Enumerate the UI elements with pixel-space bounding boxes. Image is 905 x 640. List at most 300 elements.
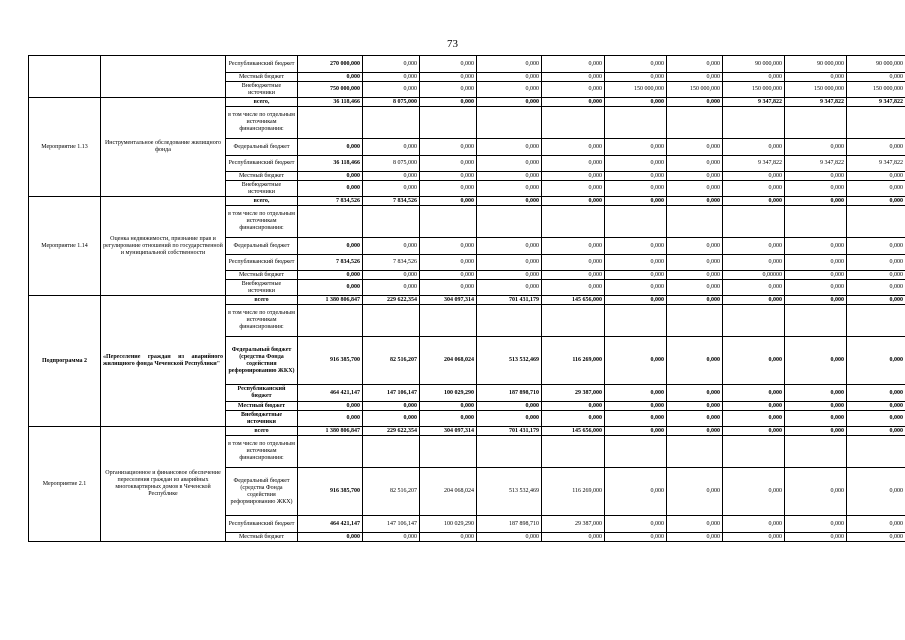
year-value-cell: 0,000: [785, 280, 847, 296]
year-value-cell: 0,000: [785, 337, 847, 385]
year-value-cell: [667, 206, 723, 238]
year-value-cell: 150 000,000: [667, 82, 723, 98]
year-value-cell: 0,000: [723, 181, 785, 197]
year-value-cell: 0,000: [847, 271, 905, 280]
year-value-cell: 0,000: [667, 402, 723, 411]
year-value-cell: 9 347,822: [723, 156, 785, 172]
year-value-cell: 150 000,000: [785, 82, 847, 98]
funding-source-cell: в том числе по отдельным источникам финансирования:: [226, 305, 298, 337]
year-value-cell: 0,000: [363, 181, 420, 197]
year-value-cell: [477, 107, 542, 139]
year-value-cell: 0,000: [542, 156, 605, 172]
total-value-cell: 7 834,526: [298, 197, 363, 206]
total-value-cell: 916 385,700: [298, 337, 363, 385]
page-number: 73: [447, 38, 458, 50]
year-value-cell: 0,000: [723, 296, 785, 305]
year-value-cell: 0,000: [605, 516, 667, 533]
measure-name-cell: Организационное и финансовое обеспечение переселения граждан из аварийных многоквартирных домов в Чеченской Республике: [101, 427, 226, 542]
funding-source-cell: Республиканский бюджет: [226, 255, 298, 271]
year-value-cell: 150 000,000: [605, 82, 667, 98]
year-value-cell: 0,000: [420, 238, 477, 255]
year-value-cell: 0,000: [477, 280, 542, 296]
year-value-cell: 0,000: [847, 411, 905, 427]
year-value-cell: 0,000: [420, 156, 477, 172]
year-value-cell: 0,000: [667, 238, 723, 255]
year-value-cell: 513 532,469: [477, 337, 542, 385]
total-value-cell: 36 118,466: [298, 98, 363, 107]
year-value-cell: 0,000: [605, 280, 667, 296]
year-value-cell: 0,000: [542, 98, 605, 107]
year-value-cell: 0,000: [420, 280, 477, 296]
year-value-cell: 0,000: [363, 533, 420, 542]
total-value-cell: 0,000: [298, 280, 363, 296]
total-value-cell: 464 421,147: [298, 516, 363, 533]
year-value-cell: 0,000: [785, 181, 847, 197]
year-value-cell: 0,000: [542, 73, 605, 82]
year-value-cell: 0,000: [785, 516, 847, 533]
year-value-cell: [542, 305, 605, 337]
year-value-cell: 0,000: [605, 533, 667, 542]
funding-source-cell: всего,: [226, 197, 298, 206]
year-value-cell: 147 106,147: [363, 516, 420, 533]
year-value-cell: 9 347,822: [723, 98, 785, 107]
year-value-cell: 100 029,290: [420, 516, 477, 533]
year-value-cell: [785, 436, 847, 468]
year-value-cell: 0,000: [847, 533, 905, 542]
year-value-cell: 0,000: [847, 172, 905, 181]
funding-source-cell: Местный бюджет: [226, 533, 298, 542]
year-value-cell: 0,000: [785, 468, 847, 516]
total-value-cell: 750 000,000: [298, 82, 363, 98]
year-value-cell: [363, 436, 420, 468]
total-value-cell: 0,000: [298, 411, 363, 427]
measure-id-cell: Подпрограмма 2: [29, 296, 101, 427]
total-value-cell: 36 118,466: [298, 156, 363, 172]
year-value-cell: [605, 206, 667, 238]
year-value-cell: 0,000: [363, 402, 420, 411]
total-value-cell: 0,000: [298, 172, 363, 181]
year-value-cell: 0,000: [667, 255, 723, 271]
funding-source-cell: Республиканский бюджет: [226, 156, 298, 172]
table-row: [29, 98, 905, 107]
funding-source-cell: Республиканский бюджет: [226, 385, 298, 402]
year-value-cell: 0,000: [605, 197, 667, 206]
total-value-cell: 0,000: [298, 139, 363, 156]
total-value-cell: [298, 206, 363, 238]
funding-source-cell: всего: [226, 296, 298, 305]
year-value-cell: 0,000: [542, 82, 605, 98]
year-value-cell: 0,000: [723, 197, 785, 206]
year-value-cell: 0,000: [667, 156, 723, 172]
year-value-cell: 0,000: [605, 255, 667, 271]
total-value-cell: 270 000,000: [298, 56, 363, 73]
year-value-cell: 229 622,354: [363, 296, 420, 305]
year-value-cell: 0,000: [605, 402, 667, 411]
year-value-cell: 0,000: [667, 181, 723, 197]
funding-source-cell: Федеральный бюджет: [226, 139, 298, 156]
year-value-cell: 0,000: [605, 156, 667, 172]
year-value-cell: 0,000: [667, 98, 723, 107]
year-value-cell: 0,000: [667, 427, 723, 436]
year-value-cell: 0,000: [420, 82, 477, 98]
year-value-cell: 0,000: [847, 181, 905, 197]
total-value-cell: 916 385,700: [298, 468, 363, 516]
measure-name-cell: [101, 56, 226, 98]
total-value-cell: 0,000: [298, 533, 363, 542]
year-value-cell: [420, 436, 477, 468]
year-value-cell: 7 834,526: [363, 255, 420, 271]
year-value-cell: 0,000: [605, 139, 667, 156]
year-value-cell: 204 068,024: [420, 337, 477, 385]
year-value-cell: 0,000: [667, 56, 723, 73]
year-value-cell: [477, 436, 542, 468]
total-value-cell: 464 421,147: [298, 385, 363, 402]
year-value-cell: 0,000: [477, 181, 542, 197]
funding-source-cell: Внебюджетные источники: [226, 181, 298, 197]
year-value-cell: 0,000: [605, 98, 667, 107]
year-value-cell: 0,000: [785, 402, 847, 411]
measure-id-cell: Мероприятие 2.1: [29, 427, 101, 542]
year-value-cell: 0,000: [477, 172, 542, 181]
year-value-cell: 304 097,314: [420, 296, 477, 305]
year-value-cell: 701 431,179: [477, 296, 542, 305]
year-value-cell: [723, 206, 785, 238]
year-value-cell: 0,000: [420, 139, 477, 156]
measure-name-cell: Оценка недвижимости, признание прав и регулирование отношений по государственной и муниципальной собственности: [101, 197, 226, 296]
year-value-cell: 0,000: [785, 296, 847, 305]
total-value-cell: 0,000: [298, 238, 363, 255]
year-value-cell: 304 097,314: [420, 427, 477, 436]
year-value-cell: 0,000: [477, 98, 542, 107]
total-value-cell: 1 380 806,847: [298, 296, 363, 305]
year-value-cell: [723, 436, 785, 468]
year-value-cell: 0,000: [420, 56, 477, 73]
year-value-cell: 0,000: [420, 98, 477, 107]
funding-source-cell: Местный бюджет: [226, 172, 298, 181]
year-value-cell: [847, 436, 905, 468]
year-value-cell: 0,000: [723, 337, 785, 385]
year-value-cell: 90 000,000: [847, 56, 905, 73]
year-value-cell: 0,000: [477, 533, 542, 542]
year-value-cell: 0,000: [363, 271, 420, 280]
year-value-cell: 0,000: [723, 533, 785, 542]
year-value-cell: 8 075,000: [363, 156, 420, 172]
year-value-cell: 0,000: [420, 255, 477, 271]
year-value-cell: 0,000: [542, 255, 605, 271]
year-value-cell: 90 000,000: [785, 56, 847, 73]
year-value-cell: 100 029,290: [420, 385, 477, 402]
measure-name-cell: «Переселение граждан из аварийного жилищного фонда Чеченской Республики": [101, 296, 226, 427]
year-value-cell: 701 431,179: [477, 427, 542, 436]
year-value-cell: 150 000,000: [723, 82, 785, 98]
total-value-cell: 1 380 806,847: [298, 427, 363, 436]
year-value-cell: 29 387,000: [542, 385, 605, 402]
year-value-cell: 0,000: [667, 271, 723, 280]
year-value-cell: [477, 206, 542, 238]
year-value-cell: [847, 107, 905, 139]
year-value-cell: 116 269,000: [542, 468, 605, 516]
total-value-cell: [298, 107, 363, 139]
year-value-cell: 82 516,207: [363, 337, 420, 385]
year-value-cell: 0,000: [847, 337, 905, 385]
year-value-cell: 0,000: [667, 139, 723, 156]
year-value-cell: 0,000: [477, 139, 542, 156]
year-value-cell: 0,000: [723, 411, 785, 427]
year-value-cell: 0,000: [847, 139, 905, 156]
year-value-cell: 0,000: [542, 402, 605, 411]
year-value-cell: 0,000: [605, 181, 667, 197]
year-value-cell: 0,000: [785, 533, 847, 542]
total-value-cell: 0,000: [298, 402, 363, 411]
year-value-cell: 8 075,000: [363, 98, 420, 107]
year-value-cell: 0,000: [847, 296, 905, 305]
funding-source-cell: всего: [226, 427, 298, 436]
funding-source-cell: Внебюджетные источники: [226, 280, 298, 296]
year-value-cell: 9 347,822: [847, 156, 905, 172]
funding-source-cell: всего,: [226, 98, 298, 107]
year-value-cell: [605, 305, 667, 337]
year-value-cell: 0,000: [542, 181, 605, 197]
year-value-cell: [723, 107, 785, 139]
table-row: [29, 296, 905, 305]
year-value-cell: 0,000: [420, 411, 477, 427]
year-value-cell: 0,000: [420, 73, 477, 82]
year-value-cell: 90 000,000: [723, 56, 785, 73]
funding-source-cell: Местный бюджет: [226, 402, 298, 411]
year-value-cell: 0,000: [785, 271, 847, 280]
year-value-cell: 513 532,469: [477, 468, 542, 516]
funding-source-cell: в том числе по отдельным источникам финансирования:: [226, 107, 298, 139]
year-value-cell: 0,000: [723, 280, 785, 296]
year-value-cell: 0,000: [477, 197, 542, 206]
year-value-cell: 0,000: [847, 402, 905, 411]
funding-source-cell: Внебюджетные источники: [226, 411, 298, 427]
year-value-cell: 187 898,710: [477, 516, 542, 533]
year-value-cell: 0,00000: [723, 271, 785, 280]
year-value-cell: 0,000: [477, 82, 542, 98]
year-value-cell: 0,000: [847, 385, 905, 402]
year-value-cell: 0,000: [542, 238, 605, 255]
year-value-cell: 150 000,000: [847, 82, 905, 98]
year-value-cell: [542, 436, 605, 468]
budget-table: [28, 55, 905, 542]
year-value-cell: 0,000: [605, 238, 667, 255]
funding-source-cell: Федеральный бюджет: [226, 238, 298, 255]
year-value-cell: 82 516,207: [363, 468, 420, 516]
total-value-cell: [298, 305, 363, 337]
year-value-cell: [363, 107, 420, 139]
total-value-cell: 0,000: [298, 73, 363, 82]
year-value-cell: 0,000: [847, 516, 905, 533]
total-value-cell: 7 834,526: [298, 255, 363, 271]
year-value-cell: 0,000: [477, 402, 542, 411]
year-value-cell: 0,000: [785, 255, 847, 271]
year-value-cell: [477, 305, 542, 337]
year-value-cell: 145 656,000: [542, 427, 605, 436]
funding-source-cell: Федеральный бюджет (средства Фонда содействия реформированию ЖКХ): [226, 468, 298, 516]
year-value-cell: 29 387,000: [542, 516, 605, 533]
year-value-cell: 0,000: [847, 238, 905, 255]
year-value-cell: 187 898,710: [477, 385, 542, 402]
year-value-cell: 0,000: [363, 82, 420, 98]
year-value-cell: 0,000: [542, 411, 605, 427]
year-value-cell: [667, 107, 723, 139]
year-value-cell: 204 068,024: [420, 468, 477, 516]
measure-id-cell: [29, 56, 101, 98]
year-value-cell: 0,000: [785, 411, 847, 427]
year-value-cell: [542, 206, 605, 238]
measure-id-cell: Мероприятие 1.14: [29, 197, 101, 296]
funding-source-cell: в том числе по отдельным источникам финансирования:: [226, 206, 298, 238]
year-value-cell: 0,000: [605, 337, 667, 385]
year-value-cell: 0,000: [667, 533, 723, 542]
year-value-cell: 0,000: [363, 139, 420, 156]
year-value-cell: 0,000: [420, 181, 477, 197]
year-value-cell: 0,000: [723, 385, 785, 402]
year-value-cell: 0,000: [723, 427, 785, 436]
funding-source-cell: Республиканский бюджет: [226, 56, 298, 73]
table-row: [29, 197, 905, 206]
year-value-cell: 116 269,000: [542, 337, 605, 385]
year-value-cell: [723, 305, 785, 337]
year-value-cell: [785, 305, 847, 337]
total-value-cell: 0,000: [298, 181, 363, 197]
year-value-cell: 9 347,822: [785, 156, 847, 172]
year-value-cell: [363, 305, 420, 337]
funding-source-cell: в том числе по отдельным источникам финансирования:: [226, 436, 298, 468]
funding-source-cell: Местный бюджет: [226, 73, 298, 82]
year-value-cell: 0,000: [667, 296, 723, 305]
year-value-cell: 0,000: [363, 238, 420, 255]
year-value-cell: 0,000: [605, 56, 667, 73]
year-value-cell: 0,000: [363, 73, 420, 82]
year-value-cell: [542, 107, 605, 139]
year-value-cell: [605, 107, 667, 139]
year-value-cell: 0,000: [542, 172, 605, 181]
year-value-cell: 0,000: [785, 385, 847, 402]
year-value-cell: [667, 305, 723, 337]
year-value-cell: 9 347,822: [847, 98, 905, 107]
year-value-cell: 0,000: [477, 73, 542, 82]
year-value-cell: 0,000: [605, 73, 667, 82]
year-value-cell: 0,000: [723, 172, 785, 181]
year-value-cell: 229 622,354: [363, 427, 420, 436]
year-value-cell: 0,000: [667, 516, 723, 533]
funding-source-cell: Внебюджетные источники: [226, 82, 298, 98]
year-value-cell: [847, 305, 905, 337]
year-value-cell: 0,000: [477, 255, 542, 271]
year-value-cell: 0,000: [667, 197, 723, 206]
year-value-cell: 0,000: [605, 411, 667, 427]
year-value-cell: 0,000: [477, 411, 542, 427]
year-value-cell: 0,000: [420, 172, 477, 181]
year-value-cell: 0,000: [605, 468, 667, 516]
year-value-cell: 0,000: [723, 255, 785, 271]
year-value-cell: 0,000: [723, 402, 785, 411]
year-value-cell: [363, 206, 420, 238]
year-value-cell: 0,000: [847, 255, 905, 271]
year-value-cell: [667, 436, 723, 468]
year-value-cell: 0,000: [420, 197, 477, 206]
year-value-cell: 0,000: [667, 280, 723, 296]
table-body: [29, 56, 905, 542]
year-value-cell: 0,000: [847, 197, 905, 206]
year-value-cell: [420, 206, 477, 238]
year-value-cell: 0,000: [785, 427, 847, 436]
measure-name-cell: Инструментальное обследование жилищного фонда: [101, 98, 226, 197]
total-value-cell: [298, 436, 363, 468]
year-value-cell: 0,000: [605, 172, 667, 181]
year-value-cell: 0,000: [477, 56, 542, 73]
year-value-cell: 0,000: [847, 427, 905, 436]
year-value-cell: 0,000: [785, 238, 847, 255]
year-value-cell: 0,000: [363, 172, 420, 181]
year-value-cell: 0,000: [420, 533, 477, 542]
funding-source-cell: Федеральный бюджет (средства Фонда содействия реформированию ЖКХ): [226, 337, 298, 385]
year-value-cell: 0,000: [667, 385, 723, 402]
year-value-cell: 0,000: [477, 156, 542, 172]
year-value-cell: 0,000: [420, 271, 477, 280]
year-value-cell: 0,000: [667, 337, 723, 385]
year-value-cell: 0,000: [605, 427, 667, 436]
year-value-cell: [420, 305, 477, 337]
year-value-cell: 0,000: [420, 402, 477, 411]
year-value-cell: 9 347,822: [785, 98, 847, 107]
year-value-cell: 0,000: [363, 56, 420, 73]
funding-source-cell: Республиканский бюджет: [226, 516, 298, 533]
year-value-cell: 0,000: [542, 271, 605, 280]
year-value-cell: 0,000: [363, 411, 420, 427]
table-row: [29, 427, 905, 436]
year-value-cell: 0,000: [847, 280, 905, 296]
year-value-cell: 0,000: [477, 238, 542, 255]
year-value-cell: 0,000: [667, 73, 723, 82]
year-value-cell: 0,000: [723, 516, 785, 533]
year-value-cell: [420, 107, 477, 139]
year-value-cell: 0,000: [785, 139, 847, 156]
year-value-cell: 0,000: [542, 280, 605, 296]
total-value-cell: 0,000: [298, 271, 363, 280]
year-value-cell: 0,000: [723, 73, 785, 82]
year-value-cell: 145 656,000: [542, 296, 605, 305]
year-value-cell: 0,000: [542, 197, 605, 206]
year-value-cell: 0,000: [363, 280, 420, 296]
year-value-cell: 0,000: [785, 73, 847, 82]
year-value-cell: 0,000: [723, 238, 785, 255]
measure-id-cell: Мероприятие 1.13: [29, 98, 101, 197]
year-value-cell: [605, 436, 667, 468]
year-value-cell: 0,000: [785, 172, 847, 181]
year-value-cell: [847, 206, 905, 238]
year-value-cell: 7 834,526: [363, 197, 420, 206]
year-value-cell: 0,000: [847, 73, 905, 82]
year-value-cell: 0,000: [542, 139, 605, 156]
year-value-cell: 0,000: [605, 296, 667, 305]
year-value-cell: 0,000: [477, 271, 542, 280]
year-value-cell: [785, 206, 847, 238]
year-value-cell: 0,000: [542, 56, 605, 73]
year-value-cell: 0,000: [723, 468, 785, 516]
year-value-cell: 0,000: [542, 533, 605, 542]
year-value-cell: 0,000: [667, 172, 723, 181]
table-row: [29, 56, 905, 73]
year-value-cell: 0,000: [847, 468, 905, 516]
year-value-cell: [785, 107, 847, 139]
year-value-cell: 147 106,147: [363, 385, 420, 402]
year-value-cell: 0,000: [723, 139, 785, 156]
year-value-cell: 0,000: [605, 385, 667, 402]
year-value-cell: 0,000: [667, 468, 723, 516]
